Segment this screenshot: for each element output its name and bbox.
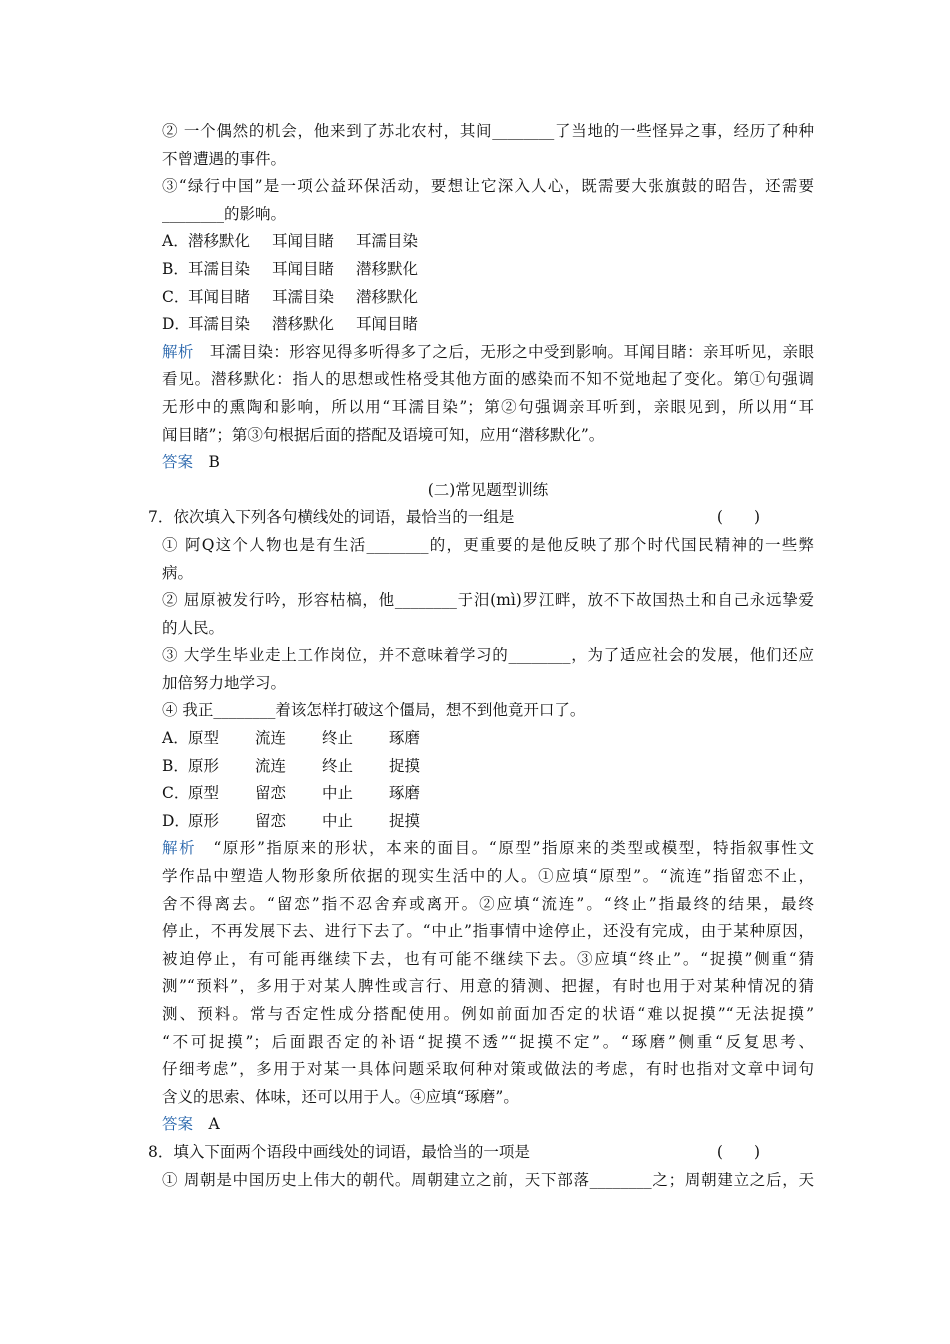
option-word: 终止 — [322, 756, 354, 775]
option-word: 原型 — [188, 784, 220, 803]
q6-analysis-line-4: 闻目睹”；第③句根据后面的搭配及语境可知，应用“潜移默化”。 — [162, 425, 605, 444]
q6-analysis-line-3: 无形中的熏陶和影响，所以用“耳濡目染”；第②句强调亲耳听到，亲眼见到，所以用“耳 — [162, 397, 814, 416]
q7-analysis-line-2: 学作品中塑造人物形象所依据的现实生活中的人。①应填“原型”。“流连”指留恋不止， — [162, 867, 814, 886]
section-title: (二)常见题型训练 — [427, 480, 549, 499]
q7-sentence-1-line-2: 病。 — [162, 563, 194, 582]
option-word: 留恋 — [255, 811, 287, 830]
option-label: C． — [162, 784, 190, 803]
q6-sentence-2-line-1: ② 一个偶然的机会，他来到了苏北农村，其间________了当地的一些怪异之事，经历了种种 — [162, 122, 814, 140]
answer-label: 答案 — [162, 1115, 194, 1134]
q7-analysis-line-4: 停止，不再发展下去、进行下去了。“中止”指事情中途停止，还没有完成，由于某种原因， — [162, 922, 814, 941]
option-label: B． — [162, 756, 189, 775]
q7-analysis-line-6: 测”“预料”，多用于对某人脾性或言行、用意的猜测、把握，有时也用于对某种情况的猜 — [162, 977, 814, 996]
analysis-text: 耳濡目染：形容见得多听得多了之后，无形之中受到影响。耳闻目睹：亲耳听见，亲眼 — [209, 342, 814, 361]
option-word: 中止 — [322, 811, 354, 830]
q7-analysis-line-1 — [162, 835, 814, 863]
analysis-label: 解析 — [162, 839, 197, 858]
q7-sentence-4: ④ 我正________着该怎样打破这个僵局，想不到他竟开口了。 — [162, 701, 586, 720]
q7-analysis-line-9: 仔细考虑”，多用于对某一具体问题采取何种对策或做法的考虑，有时也指对文章中词句 — [162, 1060, 814, 1079]
q6-option-b — [162, 256, 814, 284]
q7-sentence-3-line-1: ③ 大学生毕业走上工作岗位，并不意味着学习的________，为了适应社会的发展，他们还应 — [162, 646, 814, 665]
question-text: 7．依次填入下列各句横线处的词语，最恰当的一组是 — [148, 508, 515, 527]
q7-title — [148, 504, 814, 532]
option-word: 耳濡目染 — [356, 232, 419, 251]
q8-sentence-1-line-1: ① 周朝是中国历史上伟大的朝代。周朝建立之前，天下部落________之；周朝建立之后，天 — [162, 1170, 814, 1189]
option-word: 耳闻目睹 — [188, 287, 251, 306]
q7-answer — [162, 1111, 814, 1139]
analysis-text: “原形”指原来的形状，本来的面目。“原型”指原来的类型或模型，特指叙事性文 — [213, 839, 814, 858]
question-text: 8．填入下面两个语段中画线处的词语，最恰当的一项是 — [148, 1142, 530, 1161]
option-label: A． — [162, 232, 189, 251]
option-word: 留恋 — [255, 784, 287, 803]
q7-analysis-line-7: 测、预料。常与否定性成分搭配使用。例如前面加否定的状语“难以捉摸”“无法捉摸” — [162, 1005, 814, 1023]
option-word: 耳濡目染 — [188, 315, 251, 334]
q7-sentence-2-line-1: ② 屈原被发行吟，形容枯槁，他________于汨(mì)罗江畔，放不下故国热土和自己永远挚爱 — [162, 591, 814, 610]
q6-answer — [162, 449, 814, 477]
option-label: A． — [162, 729, 189, 748]
option-word: 潜移默化 — [272, 315, 335, 334]
option-word: 耳闻目睹 — [272, 232, 335, 251]
option-word: 流连 — [255, 756, 287, 775]
option-word: 琢磨 — [389, 784, 421, 803]
q6-sentence-3-line-1: ③“绿行中国”是一项公益环保活动，要想让它深入人心，既需要大张旗鼓的昭告，还需要 — [162, 177, 814, 196]
option-word: 捉摸 — [389, 756, 421, 775]
q6-option-c — [162, 284, 814, 312]
option-word: 耳闻目睹 — [356, 315, 419, 334]
option-word: 耳濡目染 — [188, 259, 251, 278]
option-word: 耳濡目染 — [272, 287, 335, 306]
option-word: 耳闻目睹 — [272, 259, 335, 278]
q7-sentence-2-line-2: 的人民。 — [162, 618, 225, 637]
answer-label: 答案 — [162, 453, 194, 472]
option-word: 流连 — [255, 729, 287, 748]
option-word: 捉摸 — [389, 811, 421, 830]
q7-option-d — [162, 808, 814, 836]
option-word: 中止 — [322, 784, 354, 803]
option-label: B． — [162, 259, 189, 278]
option-word: 琢磨 — [389, 729, 421, 748]
q7-sentence-3-line-2: 加倍努力地学习。 — [162, 673, 287, 692]
q6-sentence-2-line-2: 不曾遭遇的事件。 — [162, 149, 287, 168]
option-label: D． — [162, 315, 190, 334]
q7-analysis-line-3: 舍不得离去。“留恋”指不忍舍弃或离开。②应填“流连”。“终止”指最终的结果，最终 — [162, 894, 814, 913]
option-word: 终止 — [322, 729, 354, 748]
q6-sentence-3-line-2: ________的影响。 — [162, 204, 287, 223]
q8-title — [148, 1139, 814, 1167]
analysis-label: 解析 — [162, 342, 194, 361]
answer-value: B — [208, 453, 220, 472]
option-word: 原形 — [188, 811, 220, 830]
q7-analysis-line-5: 被迫停止，有可能再继续下去，也有可能不继续下去。③应填“终止”。“捉摸”侧重“猜 — [162, 949, 814, 968]
q6-option-d — [162, 311, 814, 339]
q7-analysis-line-10: 含义的思索、体味，还可以用于人。④应填“琢磨”。 — [162, 1087, 519, 1106]
option-label: C． — [162, 287, 190, 306]
q7-option-c — [162, 780, 814, 808]
q7-analysis-line-8: “不可捉摸”；后面跟否定的补语“捉摸不透”“捉摸不定”。“琢磨”侧重“反复思考、 — [162, 1032, 814, 1051]
document-page — [148, 118, 814, 1194]
option-word: 潜移默化 — [188, 232, 251, 251]
option-label: D． — [162, 811, 190, 830]
q6-analysis-line-1 — [162, 339, 814, 367]
option-word: 原型 — [188, 729, 220, 748]
option-word: 潜移默化 — [356, 287, 419, 306]
q7-sentence-1-line-1: ① 阿Q这个人物也是有生活________的，更重要的是他反映了那个时代国民精神的一些弊 — [162, 535, 814, 554]
answer-value: A — [208, 1115, 220, 1134]
q7-option-b — [162, 753, 814, 781]
answer-bracket: ( ) — [716, 508, 760, 527]
option-word: 潜移默化 — [356, 259, 419, 278]
answer-bracket: ( ) — [716, 1142, 760, 1161]
q7-option-a — [162, 725, 814, 753]
option-word: 原形 — [188, 756, 220, 775]
q6-analysis-line-2: 看见。潜移默化：指人的思想或性格受其他方面的感染而不知不觉地起了变化。第①句强调 — [162, 370, 814, 389]
q6-option-a — [162, 228, 814, 256]
